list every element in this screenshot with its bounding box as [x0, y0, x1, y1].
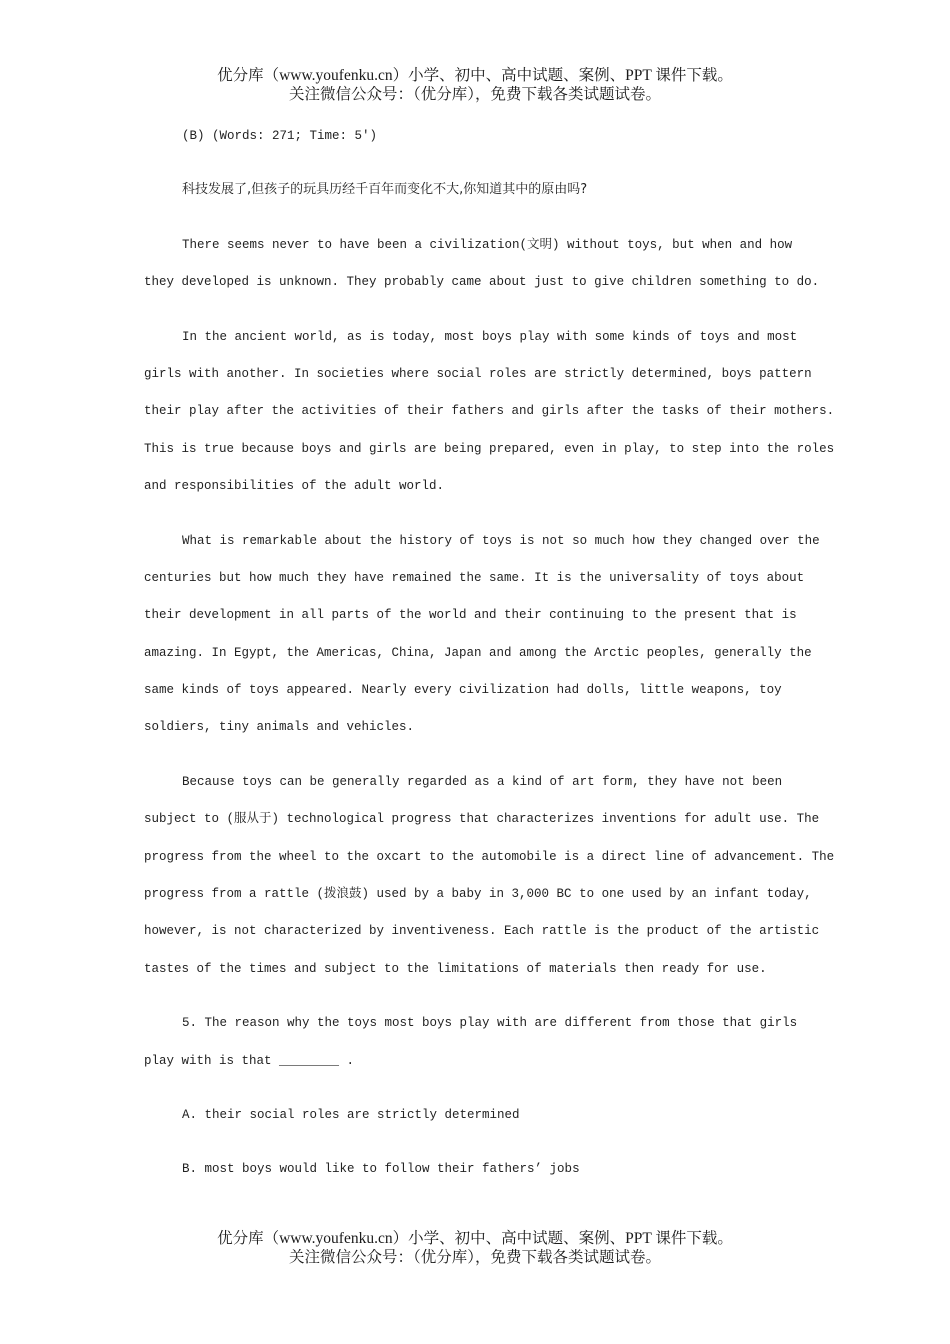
- option-a: A. their social roles are strictly determined: [182, 1107, 520, 1122]
- page-footer: [0, 1229, 950, 1267]
- paragraph-line: their play after the activities of their fathers and girls after the tasks of their mothers.: [144, 404, 835, 419]
- paragraph-4: [144, 772, 835, 996]
- paragraph-line: This is true because boys and girls are being prepared, even in play, to step into the roles: [144, 441, 835, 456]
- paragraph-line: Because toys can be generally regarded as a kind of art form, they have not been: [182, 774, 783, 789]
- paragraph-line: progress from the wheel to the oxcart to the automobile is a direct line of advancement. The: [144, 849, 835, 864]
- section-label: (B) (Words: 271; Time: 5'): [182, 129, 378, 143]
- paragraph-line: progress from a rattle (拨浪鼓) used by a baby in 3,000 BC to one used by an infant today,: [144, 887, 812, 902]
- footer-line-1: 优分库（www.youfenku.cn）小学、初中、高中试题、案例、PPT 课件下载。: [217, 1230, 733, 1247]
- paragraph-line: same kinds of toys appeared. Nearly every civilization had dolls, little weapons, toy: [144, 683, 782, 698]
- option-b: B. most boys would like to follow their fathers’ jobs: [182, 1162, 580, 1177]
- question-stem: 5. The reason why the toys most boys play with are different from those that girls: [182, 1016, 798, 1031]
- paragraph-line: soldiers, tiny animals and vehicles.: [144, 720, 415, 735]
- paragraph-line: subject to (服从于) technological progress that characterizes inventions for adult use. The: [144, 812, 820, 827]
- paragraph-line: girls with another. In societies where social roles are strictly determined, boys pattern: [144, 366, 812, 381]
- document-body: [144, 126, 835, 1197]
- paragraph-1: [144, 235, 820, 310]
- paragraph-3: [144, 531, 820, 755]
- paragraph-line: amazing. In Egypt, the Americas, China, Japan and among the Arctic peoples, generally the: [144, 645, 812, 660]
- header-line-2: 关注微信公众号：（优分库），免费下载各类试题试卷。: [288, 86, 661, 103]
- paragraph-2: [144, 327, 835, 514]
- section-intro: 科技发展了,但孩子的玩具历经千百年而变化不大,你知道其中的原由吗?: [182, 182, 588, 198]
- paragraph-line: centuries but how much they have remained the same. It is the universality of toys about: [144, 570, 805, 585]
- header-line-1: 优分库（www.youfenku.cn）小学、初中、高中试题、案例、PPT 课件下载。: [217, 67, 733, 84]
- paragraph-line: however, is not characterized by inventiveness. Each rattle is the product of the artistic: [144, 924, 820, 939]
- paragraph-line: their development in all parts of the world and their continuing to the present that is: [144, 608, 797, 623]
- paragraph-line: In the ancient world, as is today, most boys play with some kinds of toys and most: [182, 329, 798, 344]
- paragraph-line: There seems never to have been a civilization(文明) without toys, but when and how: [182, 237, 793, 252]
- footer-line-2: 关注微信公众号：（优分库），免费下载各类试题试卷。: [288, 1249, 661, 1266]
- page-header: [0, 66, 950, 104]
- paragraph-line: they developed is unknown. They probably came about just to give children something to do.: [144, 275, 820, 290]
- paragraph-line: tastes of the times and subject to the limitations of materials then ready for use.: [144, 961, 767, 976]
- question-stem-continued: play with is that ________ .: [144, 1053, 355, 1068]
- paragraph-line: What is remarkable about the history of toys is not so much how they changed over the: [182, 533, 820, 548]
- question-5: [144, 1013, 814, 1197]
- paragraph-line: and responsibilities of the adult world.: [144, 479, 445, 494]
